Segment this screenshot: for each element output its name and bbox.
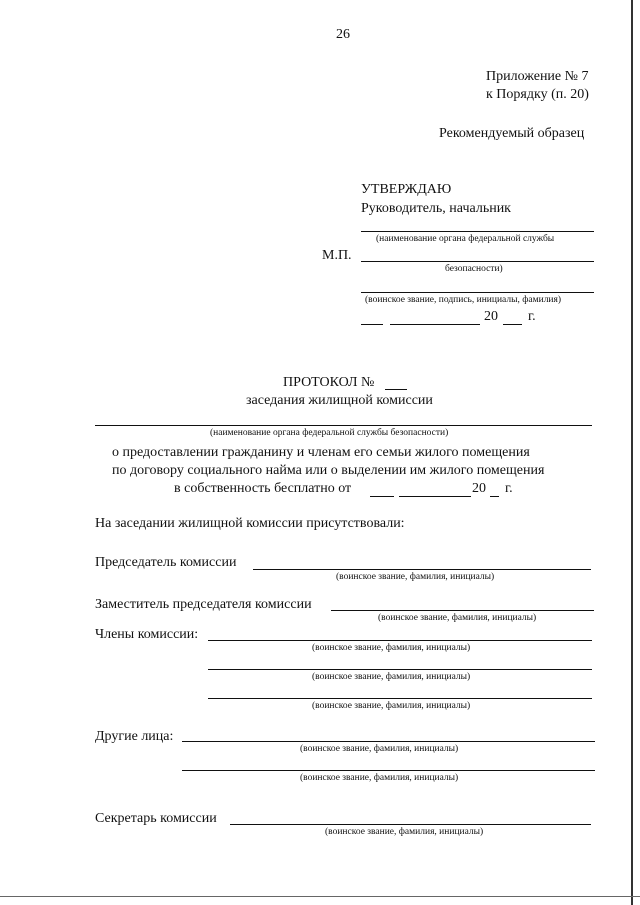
approval-org-line-2 — [361, 261, 594, 262]
approval-signature-line — [361, 292, 594, 293]
page-edge-bottom — [0, 896, 640, 897]
seal-label: М.П. — [322, 248, 352, 263]
member-line-2 — [208, 669, 592, 670]
approval-signature-hint: (воинское звание, подпись, инициалы, фамилия) — [365, 295, 562, 305]
approval-month-line — [390, 324, 480, 325]
member-line-1 — [208, 640, 592, 641]
protocol-year-suffix: г. — [505, 481, 513, 496]
chairman-hint: (воинское звание, фамилия, инициалы) — [336, 572, 495, 582]
member-hint-2: (воинское звание, фамилия, инициалы) — [312, 672, 471, 682]
recommended-sample: Рекомендуемый образец — [439, 126, 585, 141]
deputy-label: Заместитель председателя комиссии — [95, 597, 312, 612]
page-number: 26 — [336, 27, 350, 42]
approval-day-line — [361, 324, 383, 325]
appendix-line-1: Приложение № 7 — [486, 69, 589, 84]
others-line-1 — [182, 741, 595, 742]
protocol-org-hint: (наименование органа федеральной службы безопасности) — [210, 428, 449, 438]
chairman-line — [253, 569, 591, 570]
protocol-title: ПРОТОКОЛ № — [283, 375, 375, 390]
protocol-about-line-2: по договору социального найма или о выделении им жилого помещения — [112, 463, 545, 478]
member-hint-3: (воинское звание, фамилия, инициалы) — [312, 701, 471, 711]
approval-org-hint-1: (наименование органа федеральной службы — [376, 234, 555, 244]
appendix-line-2: к Порядку (п. 20) — [486, 87, 589, 102]
protocol-year-prefix: 20 — [472, 481, 486, 496]
protocol-number-line — [385, 389, 407, 390]
member-line-3 — [208, 698, 592, 699]
protocol-org-line — [95, 425, 592, 426]
page-edge-right — [631, 0, 633, 905]
secretary-line — [230, 824, 591, 825]
approval-year-suffix: г. — [528, 309, 536, 324]
protocol-about-line-3: в собственность бесплатно от — [174, 481, 352, 496]
others-hint-1: (воинское звание, фамилия, инициалы) — [300, 744, 459, 754]
protocol-year-line — [490, 496, 499, 497]
protocol-month-line — [399, 496, 471, 497]
approval-year-line — [503, 324, 522, 325]
protocol-day-line — [370, 496, 394, 497]
protocol-about-line-1: о предоставлении гражданину и членам его семьи жилого помещения — [112, 445, 530, 460]
approval-org-line-1 — [361, 231, 594, 232]
secretary-label: Секретарь комиссии — [95, 811, 217, 826]
others-label: Другие лица: — [95, 729, 174, 744]
attendance-heading: На заседании жилищной комиссии присутствовали: — [95, 516, 405, 531]
secretary-hint: (воинское звание, фамилия, инициалы) — [325, 827, 484, 837]
chairman-label: Председатель комиссии — [95, 555, 237, 570]
approval-org-hint-2: безопасности) — [445, 264, 503, 274]
others-line-2 — [182, 770, 595, 771]
approval-title: УТВЕРЖДАЮ — [361, 182, 452, 197]
deputy-line — [331, 610, 594, 611]
approval-position: Руководитель, начальник — [361, 201, 511, 216]
approval-year-prefix: 20 — [484, 309, 498, 324]
others-hint-2: (воинское звание, фамилия, инициалы) — [300, 773, 459, 783]
members-label: Члены комиссии: — [95, 627, 199, 642]
deputy-hint: (воинское звание, фамилия, инициалы) — [378, 613, 537, 623]
protocol-subtitle: заседания жилищной комиссии — [246, 393, 433, 408]
member-hint-1: (воинское звание, фамилия, инициалы) — [312, 643, 471, 653]
